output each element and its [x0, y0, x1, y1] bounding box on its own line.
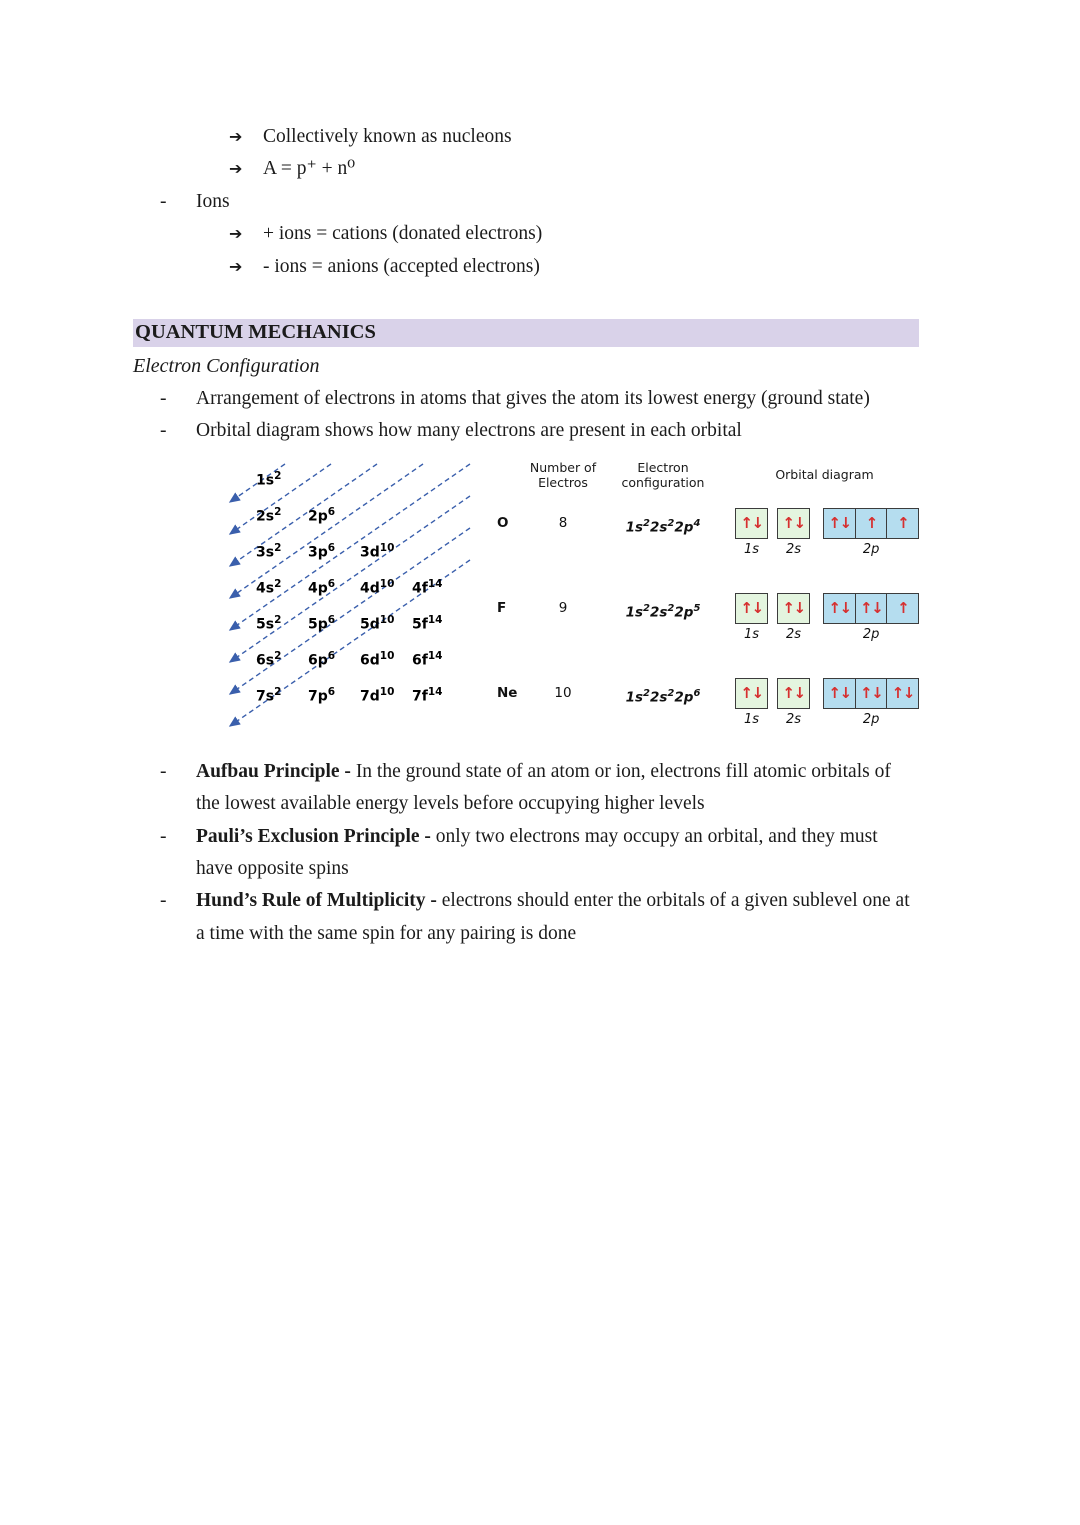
orbital-box: ↑↓	[823, 593, 856, 624]
orbital-group	[735, 678, 768, 728]
orbital-boxes	[777, 678, 810, 709]
dash-bullet-marker: -	[160, 890, 167, 912]
element-symbol: F	[497, 599, 507, 616]
orbital-box-groups	[735, 593, 919, 643]
orbital-group-label: 1s	[743, 541, 760, 557]
subshell-label: $4p^6$	[308, 577, 336, 597]
orbital-boxes	[735, 593, 768, 624]
orbital-box-groups	[735, 678, 919, 728]
orbital-group	[823, 678, 919, 728]
orbital-box: ↑↓	[777, 678, 810, 709]
electron-count: 9	[558, 599, 568, 616]
subshell-label: $2s^2$	[256, 505, 282, 525]
aufbau-diagram	[226, 454, 486, 754]
subshell-label: $5f^{14}$	[412, 613, 443, 633]
subshell-label: $6d^{10}$	[360, 649, 395, 669]
dash-bullet-marker: -	[160, 760, 167, 782]
bullet-text: Pauli’s Exclusion Principle - only two electrons may occupy an orbital, and they must have opposite spins	[196, 825, 878, 880]
bullet-item	[229, 218, 919, 250]
orbital-box-groups	[735, 508, 919, 558]
orbital-table-rows	[491, 508, 923, 728]
orbital-group-label: 2s	[785, 626, 802, 642]
subshell-label: $6s^2$	[256, 649, 282, 669]
header-number-of-electrons	[527, 460, 599, 490]
orbital-table-row	[491, 508, 923, 558]
orbital-box: ↑	[886, 593, 919, 624]
bullet-text: A = p⁺ + n⁰	[263, 158, 356, 180]
orbital-group	[823, 508, 919, 558]
bullet-text: Hund’s Rule of Multiplicity - electrons should enter the orbitals of a given sublevel one at a time with the same spin for any pairing is done	[196, 890, 910, 944]
orbital-box: ↑↓	[886, 678, 919, 709]
dash-bullet-marker: -	[160, 825, 167, 847]
bullet-text: Ions	[196, 190, 230, 212]
intro-bullet-list	[133, 383, 919, 448]
subshell-label: $3p^6$	[308, 541, 336, 561]
orbital-table-header	[491, 460, 923, 490]
orbital-boxes	[823, 593, 919, 624]
dash-bullet-marker: -	[160, 388, 167, 410]
orbital-box: ↑↓	[735, 508, 768, 539]
bullet-item	[160, 756, 919, 821]
orbital-group-label: 2s	[785, 541, 802, 557]
orbital-box: ↑↓	[823, 678, 856, 709]
subshell-label: $7s^2$	[256, 685, 282, 705]
header-orbital-diagram: Orbital diagram	[775, 466, 874, 482]
bullet-item	[229, 251, 919, 283]
orbital-box: ↑↓	[823, 508, 856, 539]
orbital-group	[823, 593, 919, 643]
aufbau-arrow	[230, 464, 377, 566]
bullet-text: Collectively known as nucleons	[263, 126, 512, 147]
orbital-group-label: 2s	[785, 711, 802, 727]
subshell-label: $4s^2$	[256, 577, 282, 597]
bullet-item	[160, 415, 919, 447]
header-number-of-electrons-line1: Number of	[529, 459, 597, 475]
bullet-item	[160, 186, 919, 218]
orbital-boxes	[735, 678, 768, 709]
element-symbol: Ne	[497, 684, 518, 701]
orbital-box: ↑↓	[735, 593, 768, 624]
bullet-item	[160, 885, 919, 950]
orbital-group	[777, 593, 810, 643]
subshell-label: $4d^{10}$	[360, 577, 395, 597]
bullet-item	[229, 153, 919, 185]
orbital-boxes	[823, 678, 919, 709]
subshell-label: $6f^{14}$	[412, 649, 443, 669]
bullet-item	[229, 121, 919, 153]
electron-count: 8	[558, 514, 568, 531]
orbital-box: ↑↓	[735, 678, 768, 709]
orbital-group	[777, 508, 810, 558]
orbital-group	[735, 508, 768, 558]
arrow-bullet-marker: ➔	[229, 224, 243, 244]
section-heading: QUANTUM MECHANICS	[133, 319, 919, 347]
subshell-label: $7f^{14}$	[412, 685, 443, 705]
orbital-group-label: 1s	[743, 711, 760, 727]
subshell-label: $7d^{10}$	[360, 685, 395, 705]
subshell-label: $3d^{10}$	[360, 541, 395, 561]
orbital-boxes	[777, 508, 810, 539]
principles-bullet-list	[133, 756, 919, 950]
orbital-group	[735, 593, 768, 643]
header-element-spacer	[491, 460, 527, 490]
orbital-box: ↑	[886, 508, 919, 539]
header-electron-configuration	[599, 460, 727, 490]
dash-bullet-marker: -	[160, 420, 167, 442]
orbital-boxes	[735, 508, 768, 539]
page-content	[133, 121, 919, 950]
orbital-group-label: 2p	[862, 541, 880, 557]
subshell-label: $5p^6$	[308, 613, 336, 633]
arrow-bullet-marker: ➔	[229, 256, 243, 276]
orbital-boxes	[777, 593, 810, 624]
subshell-label: $7p^6$	[308, 685, 336, 705]
orbital-box: ↑↓	[777, 593, 810, 624]
top-bullet-list	[133, 121, 919, 283]
orbital-box: ↑↓	[855, 593, 888, 624]
bullet-text: Aufbau Principle - In the ground state of an atom or ion, electrons fill atomic orbitals of the lowest available energy levels before occupying higher levels	[196, 760, 891, 815]
subshell-label: $5d^{10}$	[360, 613, 395, 633]
header-electron-configuration-line1: Electron	[637, 459, 689, 475]
subshell-label: $2p^6$	[308, 505, 336, 525]
subshell-label: $3s^2$	[256, 541, 282, 561]
subsection-title: Electron Configuration	[133, 355, 320, 378]
orbital-group-label: 2p	[862, 626, 880, 642]
bullet-text: + ions = cations (donated electrons)	[263, 223, 543, 245]
subshell-label: $6p^6$	[308, 649, 336, 669]
element-symbol: O	[497, 514, 509, 531]
orbital-box: ↑	[855, 508, 888, 539]
electron-count: 10	[554, 684, 572, 701]
electron-configuration-figure	[133, 454, 919, 756]
bullet-item	[160, 821, 919, 886]
bullet-text: - ions = anions (accepted electrons)	[263, 255, 540, 277]
orbital-group-label: 1s	[743, 626, 760, 642]
electron-configuration: $1s^22s^22p^5$	[625, 602, 701, 621]
bullet-item	[160, 383, 919, 415]
orbital-table-row	[491, 678, 923, 728]
arrow-bullet-marker: ➔	[229, 127, 243, 146]
bullet-text: Orbital diagram shows how many electrons are present in each orbital	[196, 420, 742, 442]
orbital-table-row	[491, 593, 923, 643]
orbital-table	[491, 460, 923, 763]
orbital-boxes	[823, 508, 919, 539]
orbital-box: ↑↓	[777, 508, 810, 539]
dash-bullet-marker: -	[160, 190, 167, 212]
aufbau-arrows	[226, 454, 486, 754]
orbital-box: ↑↓	[855, 678, 888, 709]
orbital-group-label: 2p	[862, 711, 880, 727]
electron-configuration: $1s^22s^22p^6$	[625, 687, 701, 706]
arrow-bullet-marker: ➔	[229, 159, 243, 179]
orbital-group	[777, 678, 810, 728]
header-number-of-electrons-line2: Electros	[538, 474, 588, 490]
subshell-label: $4f^{14}$	[412, 577, 443, 597]
header-electron-configuration-line2: configuration	[621, 474, 705, 490]
subshell-label: $1s^2$	[256, 469, 282, 489]
bullet-text: Arrangement of electrons in atoms that gives the atom its lowest energy (ground state)	[196, 388, 870, 410]
subshell-label: $5s^2$	[256, 613, 282, 633]
electron-configuration: $1s^22s^22p^4$	[625, 517, 701, 536]
